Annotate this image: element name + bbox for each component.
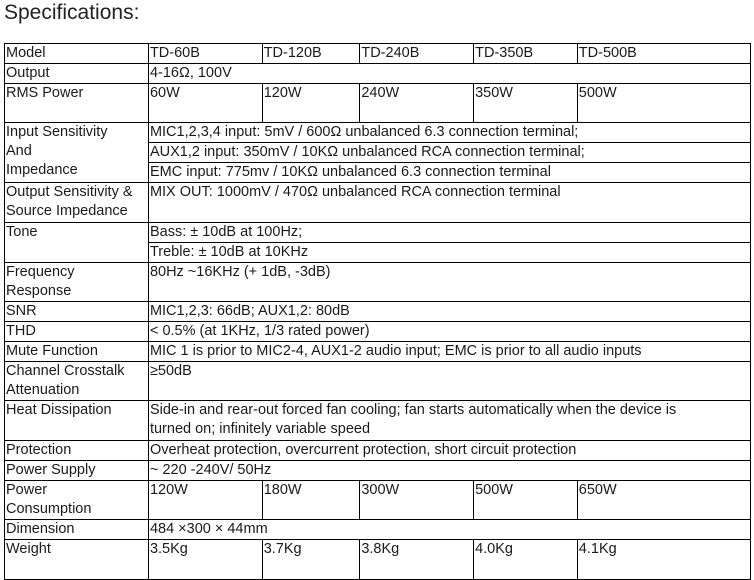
row-label-snr: SNR [5,302,149,322]
table-row-thd [5,322,751,342]
table-row-protection [5,441,751,461]
table-row-weight [5,540,751,580]
rms-power-value: 500W [577,84,750,123]
rms-power-value: 60W [148,84,262,123]
model-name: TD-240B [360,44,474,64]
label-line: And [6,143,32,159]
table-row-dimension [5,520,751,540]
value-line: turned on; infinitely variable speed [149,421,371,437]
power-consumption-value: 500W [474,481,578,520]
input-sensitivity-aux: AUX1,2 input: 350mV / 10KΩ unbalanced RCA connection terminal; [148,143,750,163]
weight-value: 4.0Kg [474,540,578,580]
row-label-channel-crosstalk [5,362,149,401]
table-row-tone [5,223,751,243]
row-label-model: Model [5,44,149,64]
table-row-rms-power [5,84,751,123]
label-line: Channel Crosstalk [6,363,125,379]
table-row-heat-dissipation [5,401,751,441]
row-label-tone: Tone [5,223,149,263]
protection-value: Overheat protection, overcurrent protection, short circuit protection [148,441,750,461]
power-consumption-value: 300W [360,481,474,520]
specifications-table [4,43,751,580]
label-line: Consumption [6,501,92,517]
table-row-channel-crosstalk [5,362,751,401]
power-consumption-value: 650W [577,481,750,520]
row-label-weight: Weight [5,540,149,580]
weight-value: 3.7Kg [262,540,360,580]
page-title: Specifications: [4,1,140,24]
row-label-frequency-response [5,263,149,302]
value-line: Side-in and rear-out forced fan cooling; fan starts automatically when the device is [149,402,677,418]
model-name: TD-350B [474,44,578,64]
rms-power-value: 350W [474,84,578,123]
tone-bass: Bass: ± 10dB at 100Hz; [148,223,750,243]
row-label-mute-function: Mute Function [5,342,149,362]
input-sensitivity-mic: MIC1,2,3,4 input: 5mV / 600Ω unbalanced 6.3 connection terminal; [148,123,750,143]
dimension-value: 484 ×300 × 44mm [148,520,750,540]
output-value: 4-16Ω, 100V [148,64,750,84]
table-row-mute-function [5,342,751,362]
label-line: Impedance [6,162,78,178]
row-label-power-consumption [5,481,149,520]
table-row-snr [5,302,751,322]
row-label-input-sensitivity [5,123,149,183]
model-name: TD-60B [148,44,262,64]
label-line: Frequency [6,264,75,280]
label-line: Source Impedance [6,203,128,219]
row-label-output: Output [5,64,149,84]
power-consumption-value: 180W [262,481,360,520]
row-label-dimension: Dimension [5,520,149,540]
snr-value: MIC1,2,3: 66dB; AUX1,2: 80dB [148,302,750,322]
channel-crosstalk-value: ≥50dB [148,362,750,401]
output-sensitivity-value: MIX OUT: 1000mV / 470Ω unbalanced RCA connection terminal [148,183,750,223]
table-row-frequency-response [5,263,751,302]
model-name: TD-120B [262,44,360,64]
thd-value: < 0.5% (at 1KHz, 1/3 rated power) [148,322,750,342]
label-line: Power [6,482,48,498]
weight-value: 3.8Kg [360,540,474,580]
power-supply-value: ~ 220 -240V/ 50Hz [148,461,750,481]
label-line: Output Sensitivity & [6,184,133,200]
tone-treble: Treble: ± 10dB at 10KHz [148,243,750,263]
label-line: Response [6,283,72,299]
mute-function-value: MIC 1 is prior to MIC2-4, AUX1-2 audio input; EMC is prior to all audio inputs [148,342,750,362]
row-label-output-sensitivity [5,183,149,223]
table-row-output [5,64,751,84]
table-row-output-sensitivity [5,183,751,223]
label-line: Input Sensitivity [6,124,108,140]
table-row-input-sensitivity [5,123,751,143]
table-row-power-consumption [5,481,751,520]
heat-dissipation-value [148,401,750,441]
row-label-rms-power: RMS Power [5,84,149,123]
power-consumption-value: 120W [148,481,262,520]
weight-value: 3.5Kg [148,540,262,580]
input-sensitivity-emc: EMC input: 775mv / 10KΩ unbalanced 6.3 connection terminal [148,163,750,183]
row-label-power-supply: Power Supply [5,461,149,481]
weight-value: 4.1Kg [577,540,750,580]
row-label-heat-dissipation: Heat Dissipation [5,401,149,441]
model-name: TD-500B [577,44,750,64]
frequency-response-value: 80Hz ~16KHz (+ 1dB, -3dB) [148,263,750,302]
rms-power-value: 120W [262,84,360,123]
row-label-protection: Protection [5,441,149,461]
table-row-power-supply [5,461,751,481]
row-label-thd: THD [5,322,149,342]
table-row-model [5,44,751,64]
label-line: Attenuation [6,382,80,398]
rms-power-value: 240W [360,84,474,123]
